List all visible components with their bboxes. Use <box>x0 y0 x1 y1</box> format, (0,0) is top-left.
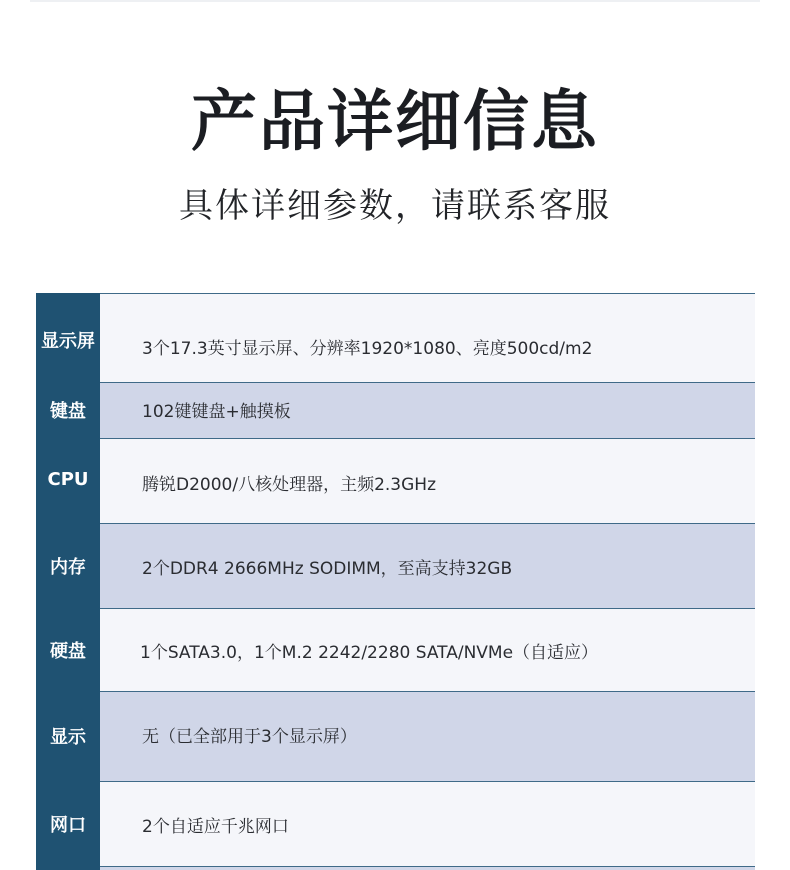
spec-value: 1个SATA3.0，1个M.2 2242/2280 SATA/NVMe（自适应） <box>100 608 755 691</box>
spec-table <box>36 293 755 870</box>
spec-row-partial <box>36 866 755 870</box>
spec-label: 网口 <box>50 814 86 836</box>
page-subtitle: 具体详细参数，请联系客服 <box>179 186 611 226</box>
spec-row-memory <box>36 523 755 608</box>
top-divider <box>30 0 760 2</box>
spec-row-network <box>36 781 755 866</box>
spec-label: 键盘 <box>50 401 86 422</box>
spec-value: 腾锐D2000/八核处理器，主频2.3GHz <box>100 438 755 523</box>
spec-value: 2个自适应千兆网口 <box>100 781 755 866</box>
spec-value-empty <box>100 866 755 870</box>
spec-label: 显示屏 <box>41 331 95 352</box>
spec-value: 2个DDR4 2666MHz SODIMM，至高支持32GB <box>100 523 755 608</box>
spec-label: 内存 <box>50 556 86 578</box>
spec-row-cpu <box>36 438 755 523</box>
spec-row-display-output <box>36 691 755 781</box>
spec-label: CPU <box>47 469 89 490</box>
spec-row-keyboard <box>36 382 755 438</box>
spec-value: 102键键盘+触摸板 <box>100 382 755 438</box>
spec-value: 3个17.3英寸显示屏、分辨率1920*1080、亮度500cd/m2 <box>100 293 755 382</box>
page-title: 产品详细信息 <box>191 83 599 160</box>
spec-label: 显示 <box>50 727 86 748</box>
spec-row-storage <box>36 608 755 691</box>
spec-label: 硬盘 <box>50 640 86 662</box>
spec-value: 无（已全部用于3个显示屏） <box>100 691 755 781</box>
spec-row-display-screen <box>36 293 755 382</box>
